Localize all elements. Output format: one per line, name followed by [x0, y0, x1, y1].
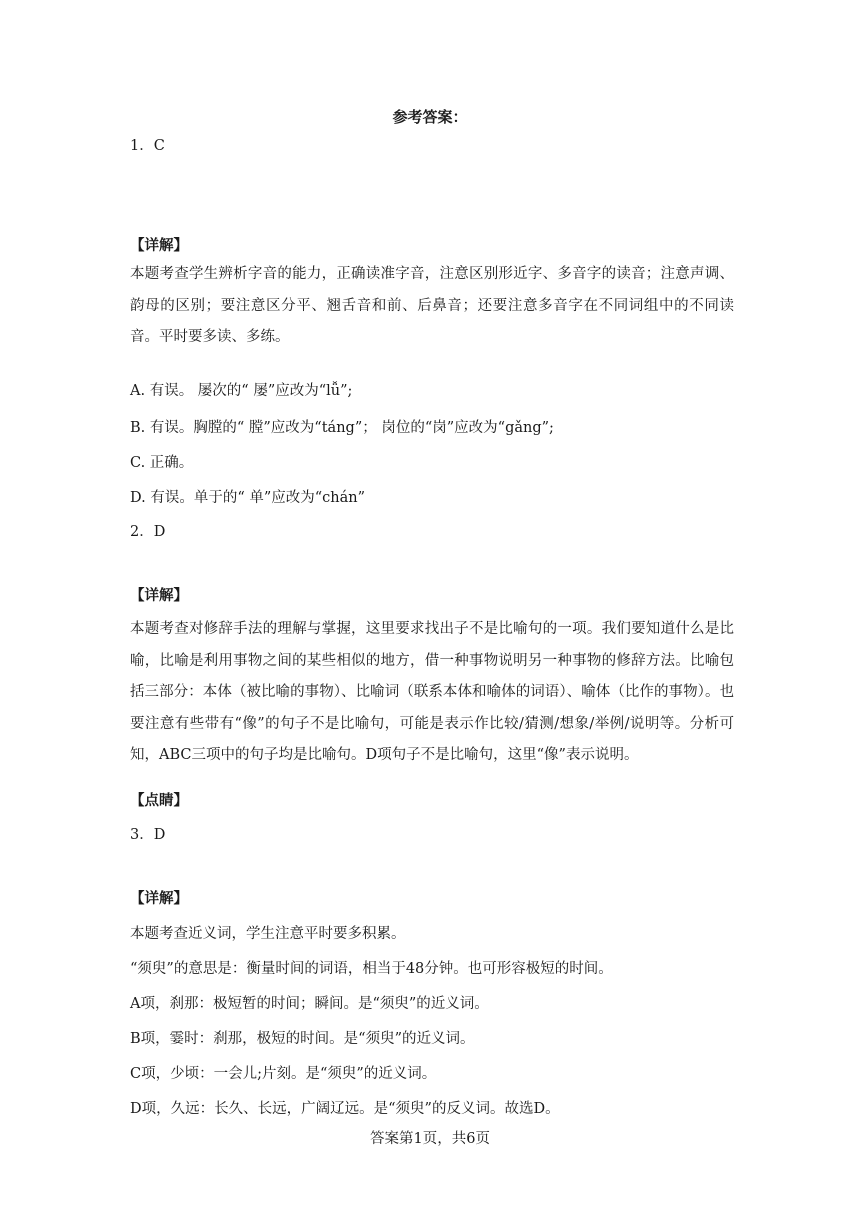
detail-line-3-1: 本题考查近义词，学生注意平时要多积累。 [130, 926, 406, 942]
detail-heading-3: 【详解】 [130, 890, 188, 907]
answer-1: 1．C [130, 138, 165, 154]
note-heading-2: 【点睛】 [130, 792, 188, 809]
option-a: A. 有误。 屡次的“ 屡”应改为“lǚ”; [130, 383, 353, 399]
detail-paragraph-1: 本题考查学生辨析字音的能力，正确读准字音，注意区别形近字、多音字的读音；注意声调、韵母的区别；要注意区分平、翘舌音和前、后鼻音；还要注意多音字在不同词组中的不同读音。平时要多读、多练。 [130, 266, 734, 345]
option-b: B. 有误。胸膛的“ 膛”应改为“táng”； 岗位的“岗”应改为“gǎng”; [130, 420, 554, 436]
answer-2: 2．D [130, 524, 166, 540]
detail-paragraph-2: 本题考查对修辞手法的理解与掌握，这里要求找出子不是比喻句的一项。我们要知道什么是比喻，比喻是利用事物之间的某些相似的地方，借一种事物说明另一种事物的修辞方法。比喻包括三部分：本体（被比喻的事物）、比喻词（联系本体和喻体的词语）、喻体（比作的事物）。也要注意有些带有“像”的句子不是比喻句，可能是表示作比较/猜测/想象/举例/说明等。分析可知，ABC三项中的句子均是比喻句。D项句子不是比喻句，这里“像”表示说明。 [130, 621, 734, 763]
detail-heading-2: 【详解】 [130, 587, 188, 604]
page-footer: 答案第1页，共6页 [370, 1131, 490, 1147]
page-title: 参考答案： [392, 108, 468, 126]
detail-line-3-2: “须臾”的意思是：衡量时间的词语，相当于48分钟。也可形容极短的时间。 [130, 961, 613, 977]
detail-heading-1: 【详解】 [130, 237, 188, 254]
detail-line-3-4: B项，霎时：刹那，极短的时间。是“须臾”的近义词。 [130, 1031, 475, 1047]
detail-line-3-5: C项，少顷：一会儿;片刻。是“须臾”的近义词。 [130, 1066, 437, 1082]
option-d: D. 有误。单于的“ 单”应改为“chán” [130, 490, 366, 506]
detail-line-3-6: D项，久远：长久、长远，广阔辽远。是“须臾”的反义词。故选D。 [130, 1101, 560, 1117]
option-c: C. 正确。 [130, 455, 194, 471]
answer-3: 3．D [130, 827, 166, 843]
detail-line-3-3: A项，刹那：极短暂的时间；瞬间。是“须臾”的近义词。 [130, 996, 489, 1012]
